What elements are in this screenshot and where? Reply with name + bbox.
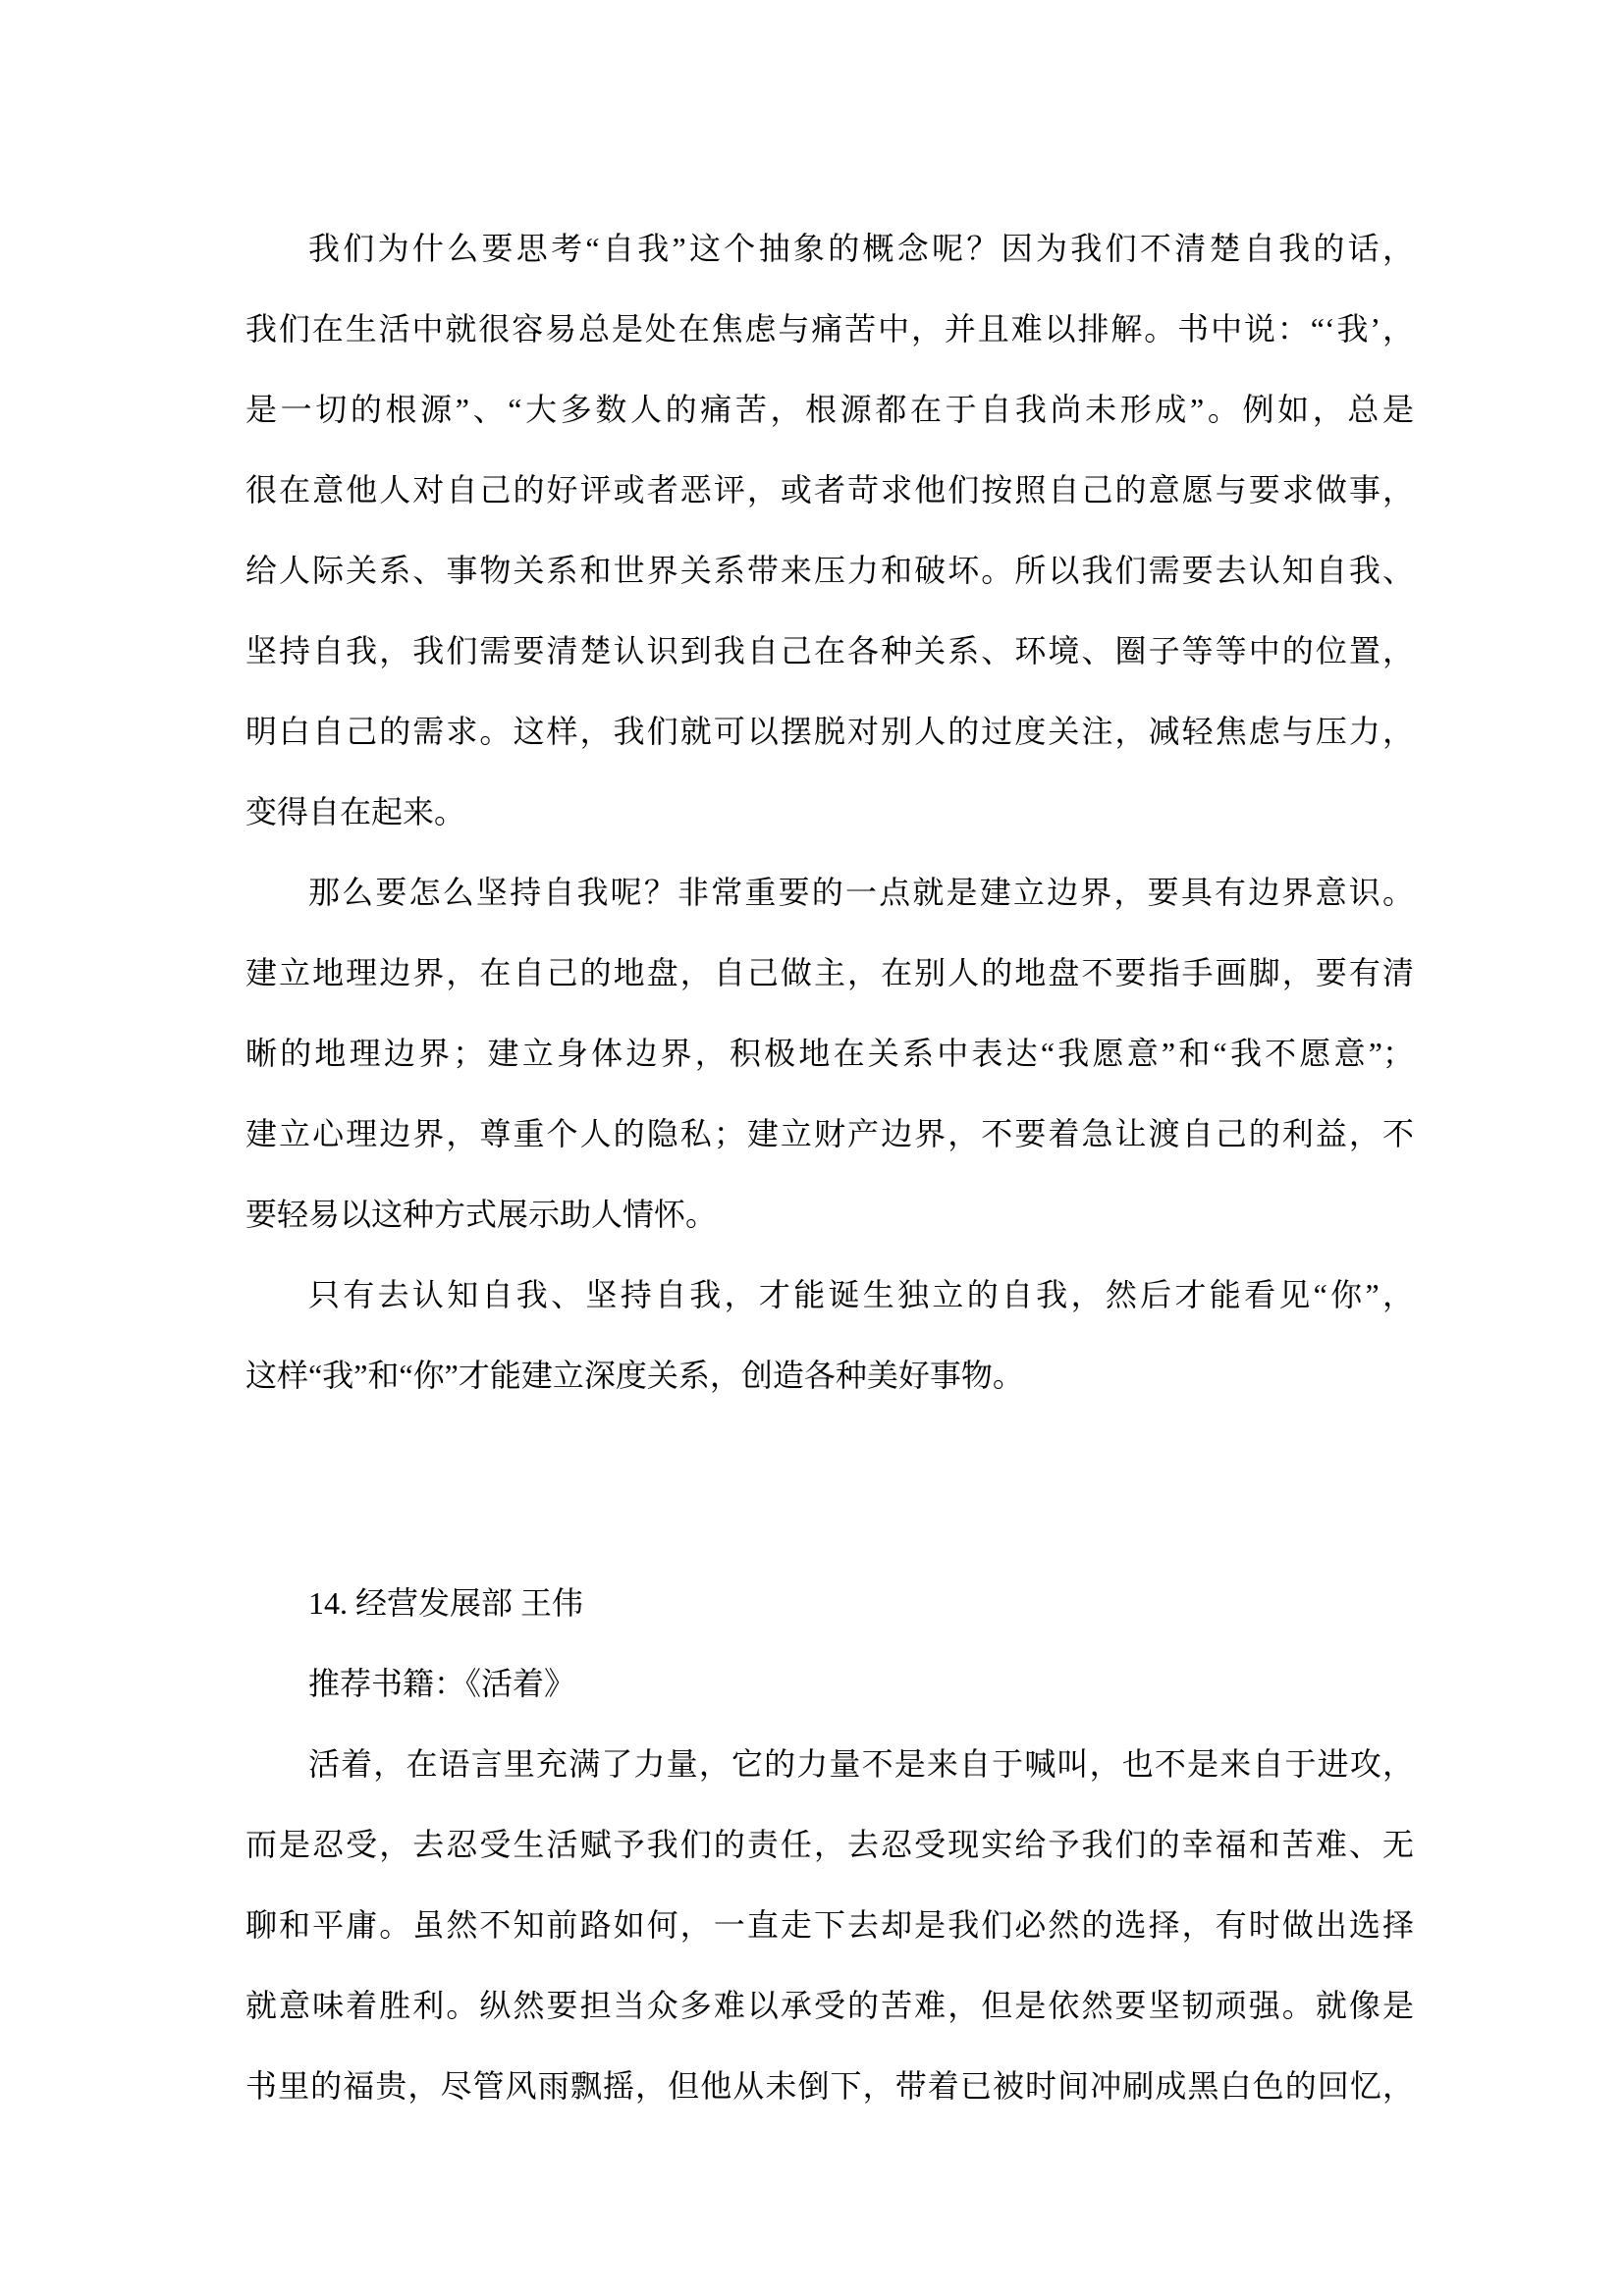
entry-heading: 14. 经营发展部 王伟 xyxy=(308,1585,584,1621)
text-line: 很在意他人对自己的好评或者恶评，或者苛求他们按照自己的意愿与要求做事， xyxy=(245,472,1414,507)
text-line: 就意味着胜利。纵然要担当众多难以承受的苦难，但是依然要坚韧顽强。就像是 xyxy=(245,1988,1414,2023)
text-line: 建立地理边界，在自己的地盘，自己做主，在别人的地盘不要指手画脚，要有清 xyxy=(245,955,1414,990)
blank-space xyxy=(245,1415,1414,1563)
text-line: 给人际关系、事物关系和世界关系带来压力和破坏。所以我们需要去认知自我、 xyxy=(245,553,1414,588)
paragraph-conclusion xyxy=(245,1255,1414,1415)
text-line: 变得自在起来。 xyxy=(245,794,466,829)
text-line: 坚持自我，我们需要清楚认识到我自己在各种关系、环境、圈子等等中的位置， xyxy=(245,633,1414,668)
entry-book-title: 推荐书籍：《活着》 xyxy=(308,1666,576,1701)
text-line: 是一切的根源”、“大多数人的痛苦，根源都在于自我尚未形成”。例如，总是 xyxy=(245,392,1414,427)
text-line: 晰的地理边界；建立身体边界，积极地在关系中表达“我愿意”和“我不愿意”； xyxy=(245,1036,1414,1071)
text-line: 我们在生活中就很容易总是处在焦虑与痛苦中，并且难以排解。书中说：“‘我’， xyxy=(245,311,1414,347)
paragraph-self-cognition xyxy=(245,208,1414,852)
paragraph-huozhe xyxy=(245,1724,1414,2126)
text-line: 只有去认知自我、坚持自我，才能诞生独立的自我，然后才能看见“你”， xyxy=(308,1277,1414,1312)
text-line: 聊和平庸。虽然不知前路如何，一直走下去却是我们必然的选择，有时做出选择 xyxy=(245,1907,1414,1943)
text-line: 我们为什么要思考“自我”这个抽象的概念呢？因为我们不清楚自我的话， xyxy=(308,231,1414,266)
text-line: 而是忍受，去忍受生活赋予我们的责任，去忍受现实给予我们的幸福和苦难、无 xyxy=(245,1827,1414,1862)
text-line: 明白自己的需求。这样，我们就可以摆脱对别人的过度关注，减轻焦虑与压力， xyxy=(245,714,1414,749)
paragraph-boundaries xyxy=(245,852,1414,1255)
text-line: 这样“我”和“你”才能建立深度关系，创造各种美好事物。 xyxy=(245,1358,1024,1393)
text-line: 活着，在语言里充满了力量，它的力量不是来自于喊叫，也不是来自于进攻， xyxy=(308,1746,1414,1782)
text-line: 书里的福贵，尽管风雨飘摇，但他从未倒下，带着已被时间冲刷成黑白色的回忆， xyxy=(245,2068,1414,2104)
text-line: 建立心理边界，尊重个人的隐私；建立财产边界，不要着急让渡自己的利益，不 xyxy=(245,1116,1414,1151)
text-line: 那么要怎么坚持自我呢？非常重要的一点就是建立边界，要具有边界意识。 xyxy=(308,875,1414,910)
text-line: 要轻易以这种方式展示助人情怀。 xyxy=(245,1197,718,1232)
